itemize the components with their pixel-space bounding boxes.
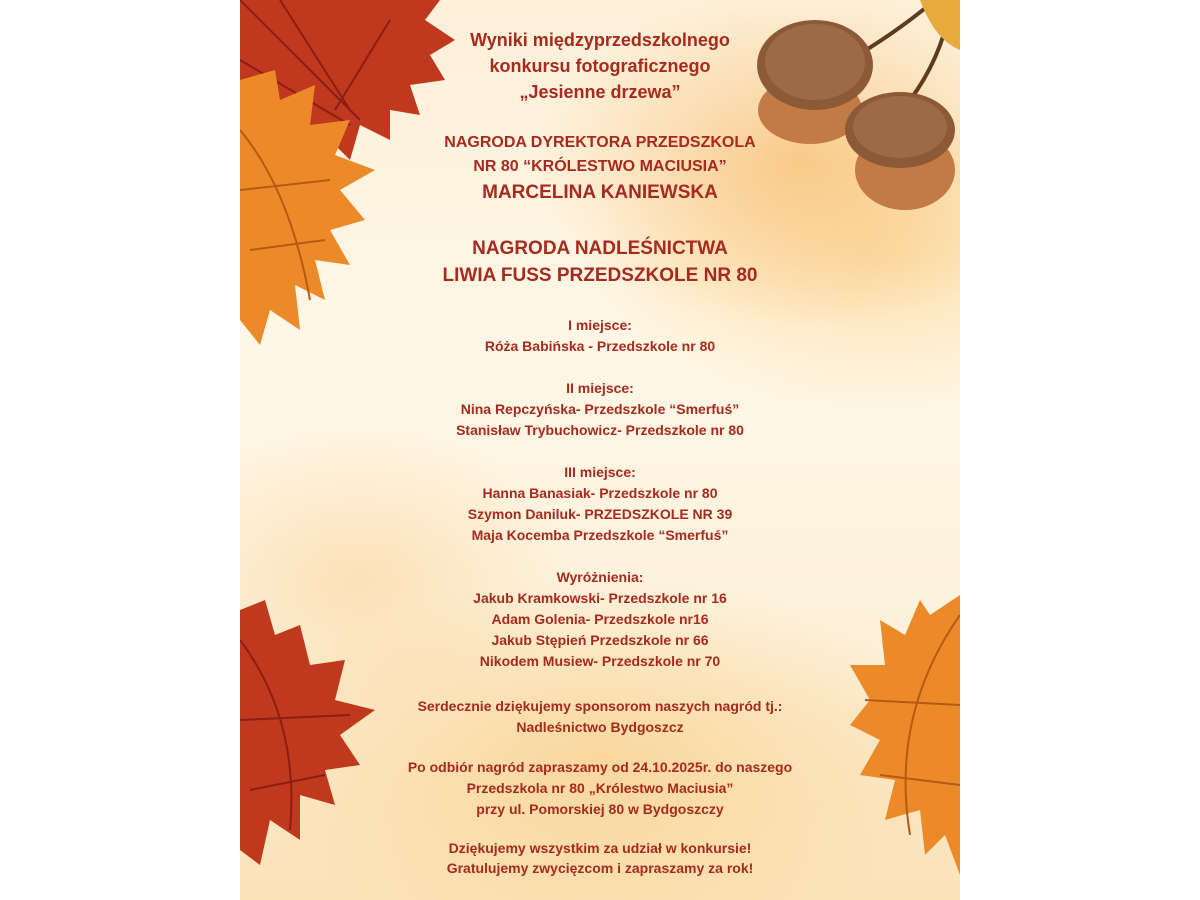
closing-line-1: Dziękujemy wszystkim za udział w konkursie! bbox=[448, 840, 752, 856]
second-place-winner: Stanisław Trybuchowicz- Przedszkole nr 80 bbox=[456, 422, 744, 438]
pickup-line-2: Przedszkola nr 80 „Królestwo Maciusia” bbox=[466, 780, 734, 796]
honorable-mention: Jakub Kramkowski- Przedszkole nr 16 bbox=[473, 590, 727, 606]
forestry-award-winner: LIWIA FUSS PRZEDSZKOLE NR 80 bbox=[442, 265, 758, 286]
honorable-mention: Nikodem Musiew- Przedszkole nr 70 bbox=[479, 653, 721, 669]
maple-leaf-bottom-right-orange bbox=[850, 595, 960, 895]
pickup-line-3: przy ul. Pomorskiej 80 w Bydgoszczy bbox=[476, 801, 724, 817]
closing-line-2: Gratulujemy zwycięzcom i zapraszamy za rok! bbox=[446, 860, 754, 876]
sponsors-line-2: Nadleśnictwo Bydgoszcz bbox=[516, 719, 684, 735]
director-award-line-2: NR 80 “KRÓLESTWO MACIUSIA” bbox=[473, 158, 727, 175]
maple-leaf-top-left-orange bbox=[240, 70, 380, 350]
pickup-line-1: Po odbiór nagród zapraszamy od 24.10.2025r. do naszego bbox=[407, 759, 793, 775]
third-place-winner: Hanna Banasiak- Przedszkole nr 80 bbox=[482, 485, 718, 501]
sponsors-line-1: Serdecznie dziękujemy sponsorom naszych nagród tj.: bbox=[417, 698, 783, 714]
honorable-mention: Jakub Stępień Przedszkole nr 66 bbox=[491, 632, 709, 648]
director-award-line-1: NAGRODA DYREKTORA PRZEDSZKOLA bbox=[444, 134, 756, 151]
second-place-winner: Nina Repczyńska- Przedszkole “Smerfuś” bbox=[460, 401, 740, 417]
poster bbox=[240, 0, 960, 900]
third-place-winner: Maja Kocemba Przedszkole “Smerfuś” bbox=[471, 527, 729, 543]
third-place-winner: Szymon Daniluk- PRZEDSZKOLE NR 39 bbox=[467, 506, 733, 522]
second-place-title: II miejsce: bbox=[566, 380, 634, 396]
header-line-2: konkursu fotograficznego bbox=[489, 56, 711, 76]
director-award-winner: MARCELINA KANIEWSKA bbox=[482, 182, 718, 203]
forestry-award-title: NAGRODA NADLEŚNICTWA bbox=[472, 238, 728, 259]
first-place-winner: Róża Babińska - Przedszkole nr 80 bbox=[484, 338, 716, 354]
header-line-1: Wyniki międzyprzedszkolnego bbox=[470, 30, 730, 50]
third-place-title: III miejsce: bbox=[564, 464, 636, 480]
honorable-mentions-title: Wyróżnienia: bbox=[556, 569, 644, 585]
header-line-3: „Jesienne drzewa” bbox=[519, 82, 681, 102]
first-place-title: I miejsce: bbox=[568, 317, 632, 333]
honorable-mention: Adam Golenia- Przedszkole nr16 bbox=[491, 611, 709, 627]
